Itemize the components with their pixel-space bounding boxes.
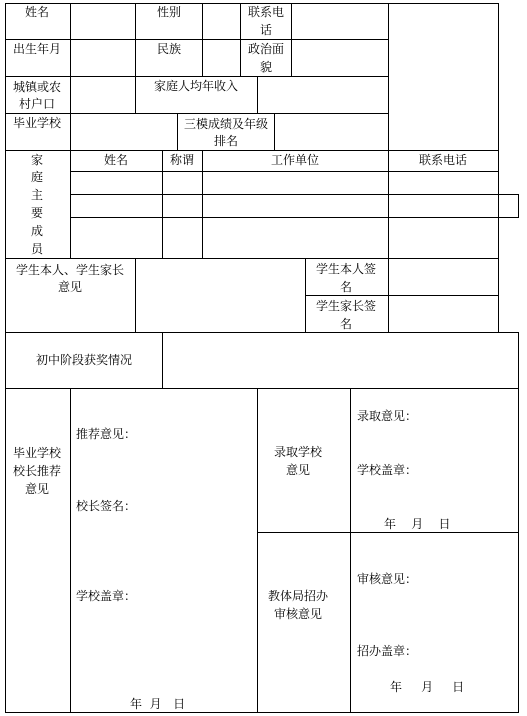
family-col-phone: 联系电话 [418,153,468,167]
school-seal-label: 学校盖章： [76,589,137,603]
politics-label-line2: 貌 [259,60,273,74]
principal-label-line2: 校长推荐 [12,464,62,478]
review-opinion-label: 审核意见： [357,572,418,586]
ethnicity-field[interactable] [203,40,240,76]
hukou-label-line2: 村户口 [18,97,56,111]
admit-opinion-label: 录取意见： [357,409,418,423]
politics-label-line1: 政治面 [247,42,285,56]
recommend-label: 推荐意见： [76,427,137,441]
ethnicity-label: 民族 [156,42,182,56]
family-label-char: 成 [30,224,44,238]
opinion-label-line1: 学生本人、学生家长 [15,263,125,277]
principal-signature-field[interactable] [140,492,250,520]
principal-signature-label: 校长签名： [76,499,137,513]
recommend-field[interactable] [140,420,250,448]
family-label-char: 庭 [30,170,44,184]
awards-label: 初中阶段获奖情况 [35,353,133,367]
principal-label-line3: 意见 [24,482,50,496]
family-col-work: 工作单位 [270,153,320,167]
principal-label-line1: 毕业学校 [12,446,62,460]
income-field[interactable] [258,77,388,113]
family-label-char: 主 [30,188,44,202]
family-label-char: 家 [30,153,44,167]
school-field[interactable] [71,114,177,150]
parent-sign-label-line1: 学生家长签 [315,299,377,313]
school-label: 毕业学校 [12,116,62,130]
photo-area[interactable] [389,4,498,150]
family-label-char: 员 [30,242,44,256]
rank-label-line2: 排名 [213,134,239,148]
family-col-title: 称谓 [169,153,195,167]
family-table-entries[interactable] [71,172,499,258]
name-field[interactable] [71,4,135,39]
admit-seal-label: 学校盖章： [357,463,418,477]
birth-label: 出生年月 [12,42,62,56]
income-label: 家庭人均年收入 [153,79,239,93]
bureau-label-line2: 审核意见 [273,607,323,621]
parent-sign-label-line2: 名 [339,317,353,331]
rank-field[interactable] [275,114,388,150]
date-line: 年 月 日 [384,517,451,531]
review-opinion-field[interactable] [420,565,515,593]
family-col-name: 姓名 [103,153,129,167]
opinion-field[interactable] [136,259,305,332]
office-seal-label: 招办盖章： [357,644,418,658]
awards-field[interactable] [163,333,518,388]
date-line: 年 月 日 [390,680,465,694]
student-sign-label-line2: 名 [339,280,353,294]
parent-signature-field[interactable] [389,296,499,332]
family-label-char: 要 [30,206,44,220]
rank-label-line1: 三模成绩及年级 [183,117,269,131]
admit-school-label-line2: 意见 [285,463,311,477]
admit-opinion-field[interactable] [420,402,515,430]
phone-label-line2: 话 [259,23,273,37]
student-sign-label-line1: 学生本人签 [315,262,377,276]
admit-school-label-line1: 录取学校 [273,445,323,459]
phone-label-line1: 联系电 [247,5,285,19]
birth-date-field[interactable] [71,40,135,76]
phone-field[interactable] [292,4,388,39]
hukou-label-line1: 城镇或农 [12,80,62,94]
politics-field[interactable] [292,40,388,76]
gender-field[interactable] [203,4,240,39]
bureau-label-line1: 教体局招办 [267,589,329,603]
hukou-field[interactable] [71,77,135,113]
name-label: 姓名 [24,5,50,19]
date-line: 年 月 日 [130,697,186,711]
student-signature-field[interactable] [389,259,499,295]
gender-label: 性别 [156,5,182,19]
opinion-label-line2: 意见 [57,280,83,294]
